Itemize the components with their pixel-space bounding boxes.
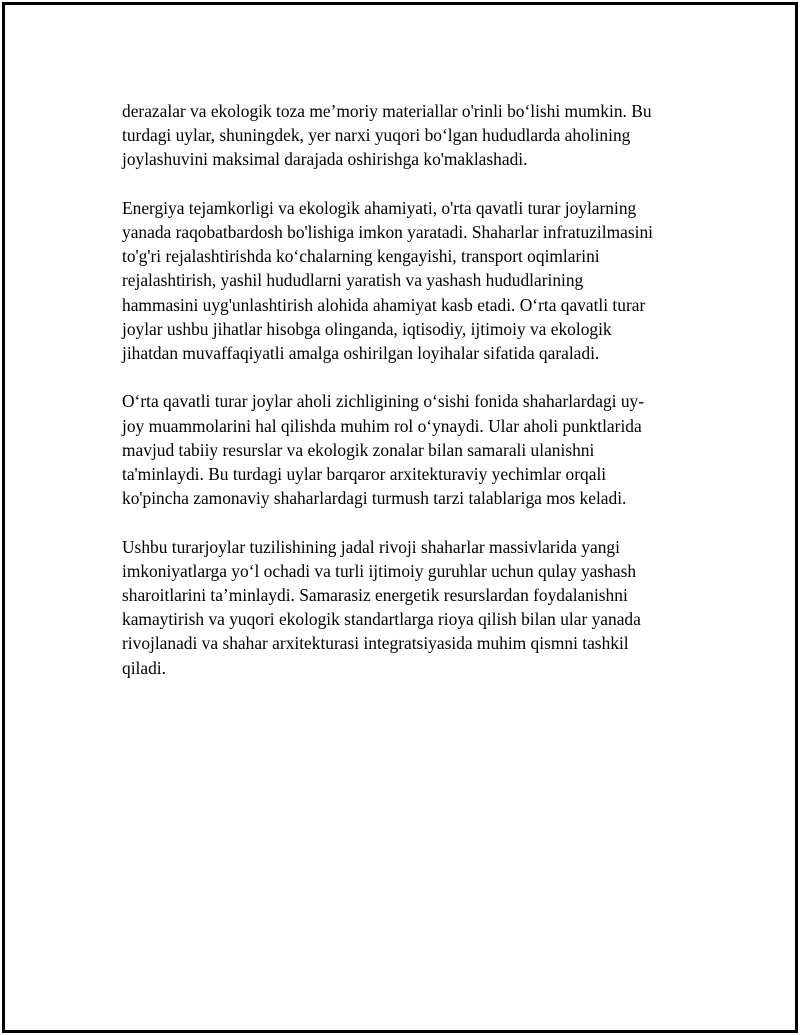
text-line: joy muammolarini hal qilishda muhim rol o‘ynaydi. Ular aholi punktlarida xyxy=(122,415,642,436)
text-line: mavjud tabiiy resurslar va ekologik zonalar bilan samarali ulanishni xyxy=(122,439,595,460)
paragraph-1 xyxy=(122,99,697,172)
page-frame xyxy=(2,2,798,1033)
text-line: turdagi uylar, shuningdek, yer narxi yuqori bo‘lgan hududlarda aholining xyxy=(122,125,631,146)
text-line: joylashuvini maksimal darajada oshirishga ko'maklashadi. xyxy=(122,149,528,170)
text-line: Ushbu turarjoylar tuzilishining jadal rivoji shaharlar massivlarida yangi xyxy=(122,536,620,557)
text-line: Energiya tejamkorligi va ekologik ahamiyati, o'rta qavatli turar joylarning xyxy=(122,197,637,218)
text-line: qiladi. xyxy=(122,657,166,678)
text-line: joylar ushbu jihatlar hisobga olinganda, iqtisodiy, ijtimoiy va ekologik xyxy=(122,318,612,339)
text-line: imkoniyatlarga yo‘l ochadi va turli ijtimoiy guruhlar uchun qulay yashash xyxy=(122,560,637,581)
text-line: derazalar va ekologik toza me’moriy materiallar o'rinli bo‘lishi mumkin. Bu xyxy=(122,101,652,121)
paragraph-4 xyxy=(122,535,697,680)
text-line: rejalashtirish, yashil hududlarni yaratish va yashash hududlarining xyxy=(122,270,584,291)
text-line: to'g'ri rejalashtirishda ko‘chalarning kengayishi, transport oqimlarini xyxy=(122,246,600,267)
text-line: rivojlanadi va shahar arxitekturasi integratsiyasida muhim qismni tashkil xyxy=(122,633,629,654)
text-line: ko'pincha zamonaviy shaharlardagi turmush tarzi talablariga mos keladi. xyxy=(122,488,627,509)
text-line: ta'minlaydi. Bu turdagi uylar barqaror arxitekturaviy yechimlar orqali xyxy=(122,464,607,485)
text-line: kamaytirish va yuqori ekologik standartlarga rioya qilish bilan ular yanada xyxy=(122,609,641,630)
text-line: sharoitlarini ta’minlaydi. Samarasiz energetik resurslardan foydalanishni xyxy=(122,585,628,606)
paragraph-3 xyxy=(122,389,697,510)
text-line: jihatdan muvaffaqiyatli amalga oshirilgan loyihalar sifatida qaraladi. xyxy=(122,343,600,364)
text-line: O‘rta qavatli turar joylar aholi zichligining o‘sishi fonida shaharlardagi uy- xyxy=(122,391,645,412)
paragraph-2 xyxy=(122,196,697,365)
text-line: hammasini uyg'unlashtirish alohida ahamiyat kasb etadi. O‘rta qavatli turar xyxy=(122,294,646,315)
text-line: yanada raqobatbardosh bo'lishiga imkon yaratadi. Shaharlar infratuzilmasini xyxy=(122,222,653,242)
document-body xyxy=(122,99,697,704)
